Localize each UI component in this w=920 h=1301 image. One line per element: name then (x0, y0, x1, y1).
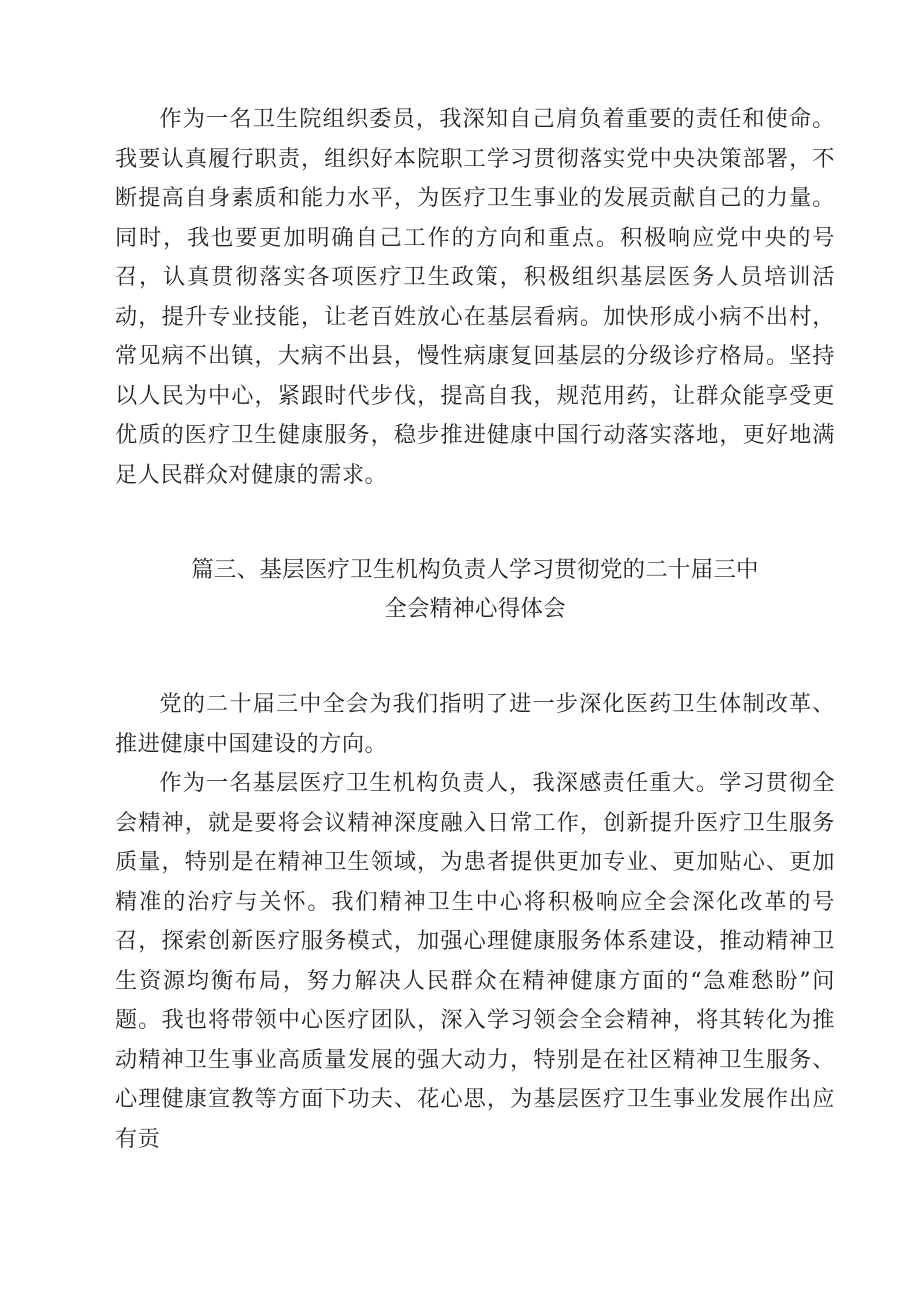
paragraph-institution-leader: 作为一名基层医疗卫生机构负责人，我深感责任重大。学习贯彻全会精神，就是要将会议精神深度融入日常工作，创新提升医疗卫生服务质量，特别是在精神卫生领域，为患者提供更加专业、更加贴心、更加精准的治疗与关怀。我们精神卫生中心将积极响应全会深化改革的号召，探索创新医疗服务模式，加强心理健康服务体系建设，推动精神卫生资源均衡布局，努力解决人民群众在精神健康方面的“急难愁盼”问题。我也将带领中心医疗团队，深入学习领会全会精神，将其转化为推动精神卫生事业高质量发展的强大动力，特别是在社区精神卫生服务、心理健康宣教等方面下功夫、花心思，为基层医疗卫生事业发展作出应有贡 (115, 770, 835, 1152)
paragraph-organization-committee: 作为一名卫生院组织委员，我深知自己肩负着重要的责任和使命。我要认真履行职责，组织好本院职工学习贯彻落实党中央决策部署，不断提高自身素质和能力水平，为医疗卫生事业的发展贡献自己的力量。同时，我也要更加明确自己工作的方向和重点。积极响应党中央的号召，认真贯彻落实各项医疗卫生政策，积极组织基层医务人员培训活动，提升专业技能，让老百姓放心在基层看病。加快形成小病不出村，常见病不出镇，大病不出县，慢性病康复回基层的分级诊疗格局。坚持以人民为中心，紧跟时代步伐，提高自我，规范用药，让群众能享受更优质的医疗卫生健康服务，稳步推进健康中国行动落实落地，更好地满足人民群众对健康的需求。 (115, 106, 835, 488)
paragraph-plenary-direction: 党的二十届三中全会为我们指明了进一步深化医药卫生体制改革、推进健康中国建设的方向。 (115, 691, 835, 757)
document-body (115, 100, 835, 1159)
section-heading (115, 551, 835, 629)
section-heading-line-1: 篇三、基层医疗卫生机构负责人学习贯彻党的二十届三中 (191, 557, 759, 583)
section-heading-line-2: 全会精神心得体会 (384, 596, 566, 622)
